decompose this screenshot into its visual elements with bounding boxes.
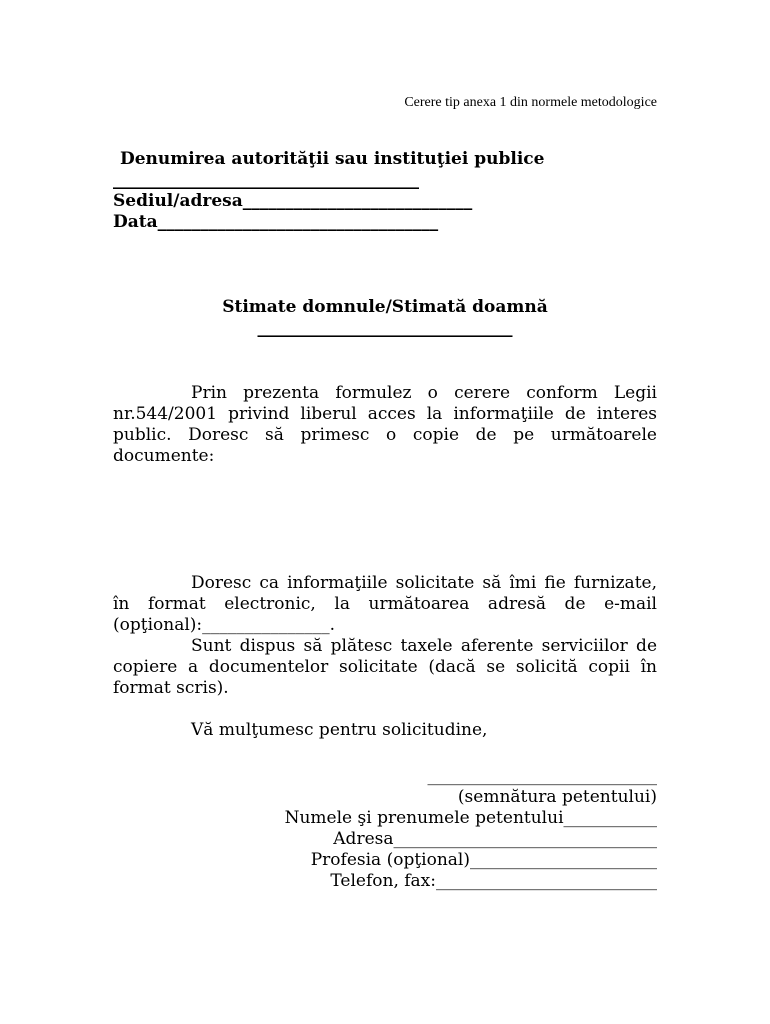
thanks-text: Vă mulţumesc pentru solicitudine, xyxy=(191,720,488,740)
petitioner-phone-field: Telefon, fax:__________________________ xyxy=(330,871,657,891)
salutation-title: Stimate domnule/Stimată doamnă xyxy=(222,297,548,317)
petitioner-profession-field: Profesia (opţional)______________________ xyxy=(310,850,657,870)
date-field: Data_________________________________ xyxy=(113,212,439,232)
petitioner-name-field: Numele şi prenumele petentului___________ xyxy=(284,808,657,828)
request-paragraph-text: Prin prezenta formulez o cerere conform Legii nr.544/2001 privind liberul acces la informaţiile de interes public. Doresc să primesc o copie de pe următoarele documente: xyxy=(113,383,657,466)
request-paragraph xyxy=(113,383,657,467)
signature-block xyxy=(113,766,657,892)
thanks-paragraph xyxy=(113,720,657,741)
salutation-name-line: ______________________________ xyxy=(257,318,513,338)
seat-address-field: Sediul/adresa___________________________ xyxy=(113,191,473,211)
signature-line: ___________________________ xyxy=(427,766,657,786)
annex-note: Cerere tip anexa 1 din normele metodologice xyxy=(404,95,657,110)
petitioner-address-field: Adresa_______________________________ xyxy=(333,829,657,849)
authority-name-line: ____________________________________ xyxy=(113,170,419,190)
fees-paragraph xyxy=(113,636,657,699)
electronic-format-text: Doresc ca informaţiile solicitate să îmi fie furnizate, în format electronic, la următoarea adresă de e-mail (opţional):_______________. xyxy=(113,573,657,635)
authority-name-label: Denumirea autorităţii sau instituţiei publice xyxy=(120,149,545,169)
electronic-format-paragraph xyxy=(113,573,657,636)
salutation xyxy=(113,297,657,339)
signature-caption: (semnătura petentului) xyxy=(457,787,657,807)
fees-text: Sunt dispus să plătesc taxele aferente serviciilor de copiere a documentelor solicitate (dacă se solicită copii în format scris). xyxy=(113,636,657,698)
authority-header xyxy=(113,149,545,233)
